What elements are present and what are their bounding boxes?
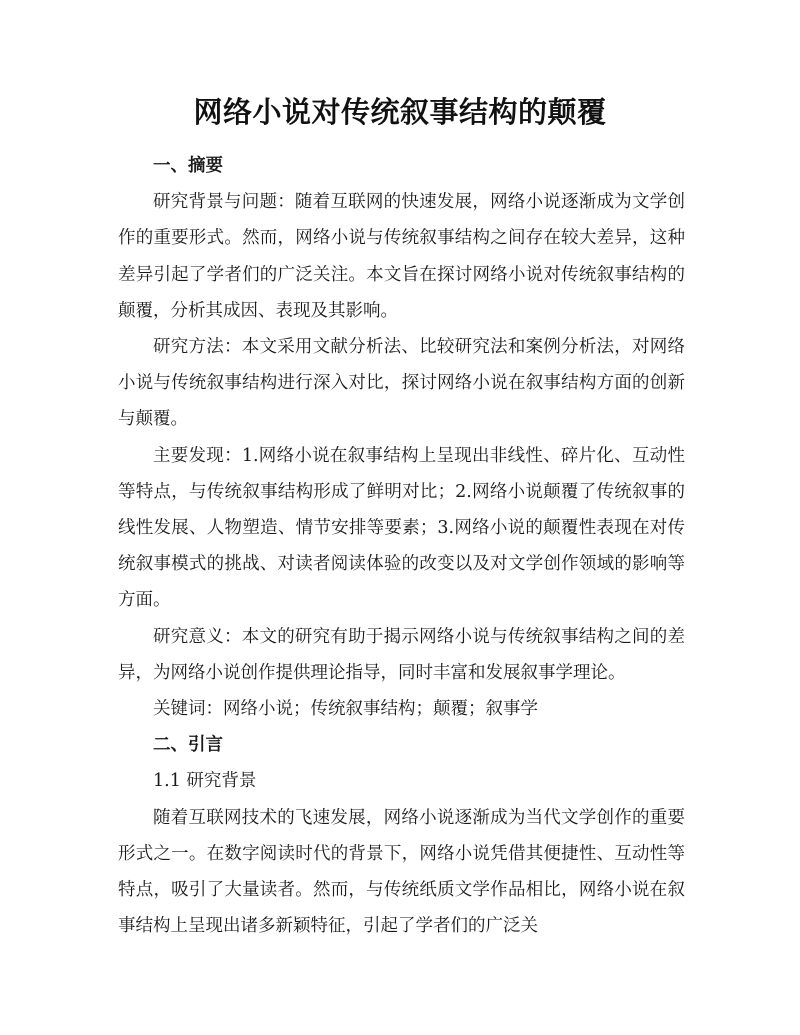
paragraph-intro: 随着互联网技术的飞速发展，网络小说逐渐成为当代文学创作的重要形式之一。在数字阅读时代的背景下，网络小说凭借其便捷性、互动性等特点，吸引了大量读者。然而，与传统纸质文学作品相比，网络小说在叙事结构上呈现出诸多新颖特征，引起了学者们的广泛关	[118, 807, 685, 937]
paragraph-background: 研究背景与问题：随着互联网的快速发展，网络小说逐渐成为文学创作的重要形式。然而，网络小说与传统叙事结构之间存在较大差异，这种差异引起了学者们的广泛关注。本文旨在探讨网络小说对传统叙事结构的颠覆，分析其成因、表现及其影响。	[118, 192, 685, 321]
document-title: 网络小说对传统叙事结构的颠覆	[193, 95, 607, 129]
document-body	[118, 148, 685, 944]
paragraph-findings: 主要发现：1.网络小说在叙事结构上呈现出非线性、碎片化、互动性等特点，与传统叙事结构形成了鲜明对比；2.网络小说颠覆了传统叙事的线性发展、人物塑造、情节安排等要素；3.网络小说的颠覆性表现在对传统叙事模式的挑战、对读者阅读体验的改变以及对文学创作领域的影响等方面。	[118, 445, 685, 611]
section-heading-intro: 二、引言	[153, 735, 223, 756]
paragraph-significance: 研究意义：本文的研究有助于揭示网络小说与传统叙事结构之间的差异，为网络小说创作提供理论指导，同时丰富和发展叙事学理论。	[118, 626, 685, 683]
section-heading-abstract: 一、摘要	[153, 156, 223, 176]
paragraph-methods: 研究方法：本文采用文献分析法、比较研究法和案例分析法，对网络小说与传统叙事结构进行深入对比，探讨网络小说在叙事结构方面的创新与颠覆。	[118, 337, 685, 430]
keywords-line: 关键词：网络小说；传统叙事结构；颠覆；叙事学	[153, 699, 538, 720]
subsection-heading-background: 1.1 研究背景	[153, 771, 257, 792]
